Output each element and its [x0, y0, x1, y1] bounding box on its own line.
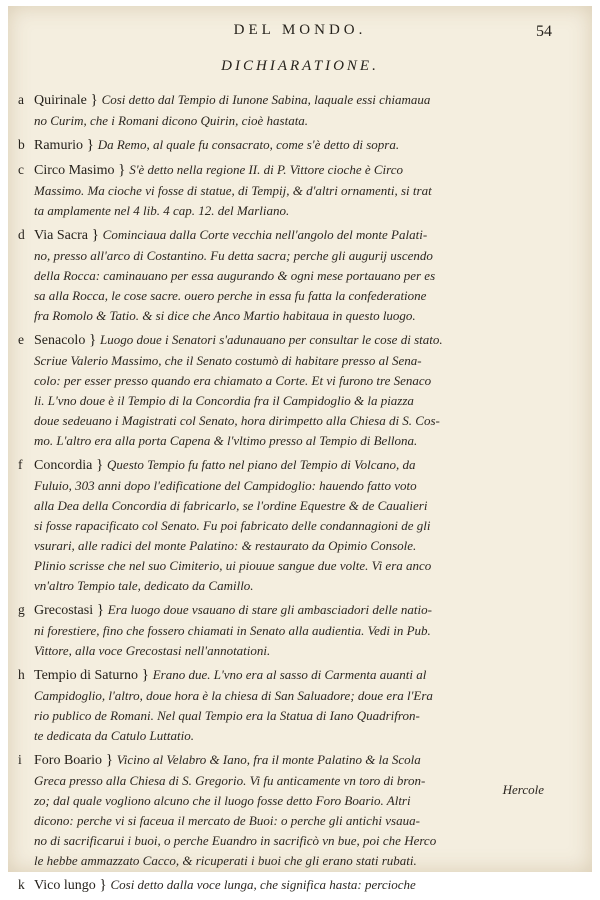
- entry-text: Vittore, alla voce Grecostasi nell'annotationi.: [34, 643, 271, 658]
- entry-line: [34, 135, 566, 156]
- entry-term: Via Sacra: [34, 228, 88, 243]
- entry-line: [34, 536, 566, 556]
- entry-text: Campidoglio, l'altro, doue hora è la chiesa di San Saluadore; doue era l'Era: [34, 688, 433, 703]
- entry-term: Tempio di Saturno: [34, 668, 139, 683]
- entry-line: [34, 266, 566, 286]
- entry-text: Luogo doue i Senatori s'adunauano per consultar le cose di stato.: [100, 332, 443, 347]
- brace-mark: }: [95, 877, 111, 893]
- entry-text: Cosi detto dal Tempio di Iunone Sabina, laquale essi chiamaua: [101, 92, 431, 107]
- entry-line: [34, 411, 566, 431]
- entry-text: S'è detto nella regione II. di P. Vittore cioche è Circo: [129, 162, 403, 177]
- entry-g: [18, 600, 566, 661]
- entry-letter: c: [18, 162, 24, 177]
- entry-text: vsurari, alle radici del monte Palatino: & restaurato da Opimio Console.: [34, 538, 417, 553]
- entry-text: Massimo. Ma cioche vi fosse di statue, di Tempij, & d'altri ornamenti, si trat: [34, 183, 432, 198]
- entry-text: no Curim, che i Romani dicono Quirin, cioè hastata.: [34, 113, 309, 128]
- entry-line: [34, 576, 566, 596]
- entry-letter: g: [18, 602, 25, 617]
- entry-line: [34, 516, 566, 536]
- entry-line: [34, 641, 566, 661]
- entry-line: [34, 371, 566, 391]
- running-title: DEL MONDO.: [233, 22, 367, 38]
- entry-letter: h: [18, 667, 25, 682]
- entry-text: Da Remo, al quale fu consacrato, come s'è detto di sopra.: [97, 137, 400, 152]
- entry-text: alla Dea della Concordia di fabricarlo, se l'ordine Equestre & de Caualieri: [34, 498, 428, 513]
- brace-mark: }: [85, 332, 101, 348]
- entry-term: Foro Boario: [34, 753, 103, 768]
- entry-line: [34, 306, 566, 326]
- entry-line: [34, 330, 566, 351]
- entry-line: [34, 600, 566, 621]
- entry-line: [34, 706, 566, 726]
- entry-letter: k: [18, 877, 25, 892]
- entry-k: [18, 875, 566, 896]
- entry-f: [18, 455, 566, 596]
- entry-text: Questo Tempio fu fatto nel piano del Tempio di Volcano, da: [107, 457, 416, 472]
- entry-letter: i: [18, 752, 22, 767]
- entry-text: Scriue Valerio Massimo, che il Senato costumò di habitare presso al Sena-: [34, 353, 422, 368]
- entry-text: Vicino al Velabro & Iano, fra il monte Palatino & la Scola: [116, 752, 421, 767]
- entry-text: Era luogo doue vsauano di stare gli ambasciadori delle natio-: [107, 602, 432, 617]
- entry-term: Circo Masimo: [34, 163, 115, 178]
- brace-mark: }: [138, 667, 153, 683]
- book-page: [8, 6, 592, 893]
- entry-line: [34, 851, 566, 871]
- entry-line: [34, 431, 566, 451]
- entry-text: della Rocca: caminauano per essa augurando & ogni mese portauano per es: [34, 268, 436, 283]
- brace-mark: }: [92, 457, 108, 473]
- entry-line: [34, 811, 566, 831]
- entry-c: [18, 160, 566, 221]
- entry-letter: d: [18, 227, 25, 242]
- entry-line: [34, 621, 566, 641]
- entry-line: [34, 246, 566, 266]
- entry-i: [18, 750, 566, 871]
- section-title: DICHIARATIONE.: [221, 58, 379, 74]
- entry-text: dicono: perche vi si faceua il mercato de Buoi: o perche gli antichi vsaua-: [34, 813, 420, 828]
- entry-text: rio publico de Romani. Nel qual Tempio era la Statua di Iano Quadrifron-: [34, 708, 420, 723]
- entry-text: mo. L'altro era alla porta Capena & l'vltimo presso al Tempio di Bellona.: [34, 433, 418, 448]
- entry-line: [34, 875, 566, 896]
- entry-line: [34, 496, 566, 516]
- entry-text: no di sacrificarui i buoi, o perche Euandro in sacrificò vn bue, poi che Herco: [34, 833, 437, 848]
- entry-term: Concordia: [34, 458, 93, 473]
- entry-letter: e: [18, 332, 24, 347]
- entry-line: [34, 750, 566, 771]
- entry-line: [34, 556, 566, 576]
- entry-text: vn'altro Tempio tale, dedicato da Camillo.: [34, 578, 254, 593]
- entry-text: si fosse rapacificato col Senato. Fu poi fabricato delle condannagioni de gli: [34, 518, 431, 533]
- brace-mark: }: [114, 162, 130, 178]
- entry-line: [34, 771, 566, 791]
- entry-b: [18, 135, 566, 156]
- entry-text: Erano due. L'vno era al sasso di Carmenta auanti al: [152, 667, 427, 682]
- brace-mark: }: [86, 92, 102, 108]
- entry-letter: f: [18, 457, 23, 472]
- entry-line: [34, 831, 566, 851]
- brace-mark: }: [102, 752, 117, 768]
- brace-mark: }: [87, 227, 103, 243]
- entry-letter: a: [18, 92, 24, 107]
- entry-text: no, presso all'arco di Costantino. Fu detta sacra; perche gli augurij uscendo: [34, 248, 433, 263]
- entry-h: [18, 665, 566, 746]
- entry-text: colo: per esser presso quando era chiamato a Corte. Et vi furono tre Senaco: [34, 373, 432, 388]
- entry-term: Grecostasi: [34, 603, 94, 618]
- entry-text: ta amplamente nel 4 lib. 4 cap. 12. del Marliano.: [34, 203, 290, 218]
- entry-text: le hebbe ammazzato Cacco, & ricuperati i buoi che gli erano stati rubati.: [34, 853, 417, 868]
- entry-line: [34, 111, 566, 131]
- entry-e: [18, 330, 566, 451]
- entry-line: [34, 351, 566, 371]
- entries-list: [18, 90, 566, 900]
- entry-text: ni forestiere, fino che fossero chiamati in Senato alla audientia. Vedi in Pub.: [34, 623, 431, 638]
- entry-text: Cominciaua dalla Corte vecchia nell'angolo del monte Palati-: [102, 227, 428, 242]
- catchword: Hercole: [502, 782, 544, 797]
- entry-term: Vico lungo: [34, 878, 96, 893]
- entry-text: sa alla Rocca, le cose sacre. ouero perche in essa fu fatta la confederatione: [34, 288, 427, 303]
- entry-text: Cosi detto dalla voce lunga, che significa hasta: percioche: [110, 877, 416, 892]
- entry-line: [34, 726, 566, 746]
- entry-line: [34, 201, 566, 221]
- entry-line: [34, 391, 566, 411]
- brace-mark: }: [93, 602, 108, 618]
- page-number: 54: [536, 23, 552, 40]
- entry-text: li. L'vno doue è il Tempio di la Concordia fra il Campidoglio & la piazza: [34, 393, 414, 408]
- entry-line: [34, 476, 566, 496]
- entry-text: te dedicata da Catulo Luttatio.: [34, 728, 194, 743]
- entry-text: fra Romolo & Tatio. & si dice che Anco Martio habitaua in questo luogo.: [34, 308, 416, 323]
- entry-line: [34, 791, 566, 811]
- entry-text: Greca presso alla Chiesa di S. Gregorio. Vi fu anticamente vn toro di bron-: [34, 773, 426, 788]
- entry-a: [18, 90, 566, 131]
- brace-mark: }: [83, 137, 98, 153]
- entry-line: [34, 181, 566, 201]
- entry-line: [34, 286, 566, 306]
- entry-line: [34, 455, 566, 476]
- entry-line: [34, 225, 566, 246]
- entry-text: doue sedeuano i Magistrati col Senato, hora dirimpetto alla Chiesa di S. Cos-: [34, 413, 440, 428]
- entry-text: Fuluio, 303 anni dopo l'edificatione del Campidoglio: hauendo fatto voto: [34, 478, 417, 493]
- entry-line: [34, 686, 566, 706]
- entry-term: Quirinale: [34, 93, 87, 108]
- entry-line: [34, 665, 566, 686]
- entry-line: [34, 90, 566, 111]
- entry-term: Ramurio: [34, 138, 83, 153]
- entry-term: Senacolo: [34, 333, 86, 348]
- entry-d: [18, 225, 566, 326]
- entry-text: zo; dal quale vogliono alcuno che il luogo fosse detto Foro Boario. Altri: [34, 793, 411, 808]
- entry-text: Plinio scrisse che nel suo Cimiterio, ui piouue sangue due volte. Vi era anco: [34, 558, 432, 573]
- entry-letter: b: [18, 137, 25, 152]
- entry-line: [34, 160, 566, 181]
